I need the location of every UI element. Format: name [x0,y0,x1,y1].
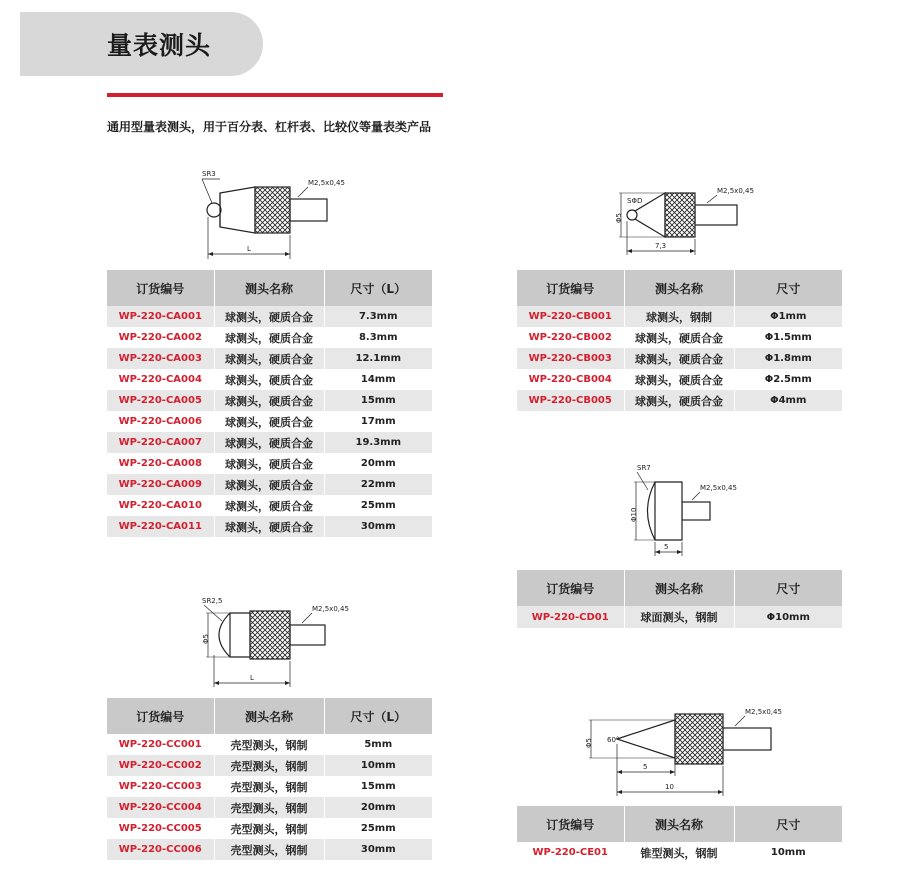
table-row [107,776,432,797]
header-name: 测头名称 [214,698,324,734]
probe-size: 25mm [324,495,432,516]
probe-size: 10mm [324,755,432,776]
probe-name: 壳型测头，钢制 [214,776,324,797]
order-code: WP-220-CB001 [517,306,624,327]
drawing-cc [190,595,360,690]
table-row [517,606,842,628]
order-code: WP-220-CB005 [517,390,624,411]
table-cb [517,270,842,411]
header-code: 订货编号 [517,806,624,842]
probe-size: 15mm [324,390,432,411]
cd-thread-label: M2,5x0,45 [700,484,737,492]
table-row [107,306,432,327]
order-code: WP-220-CC001 [107,734,214,755]
probe-size: 19.3mm [324,432,432,453]
order-code: WP-220-CA007 [107,432,214,453]
header-code: 订货编号 [107,270,214,306]
header-name: 测头名称 [624,270,734,306]
table-row [517,369,842,390]
table-row [107,839,432,860]
table-row [107,818,432,839]
header-name: 测头名称 [214,270,324,306]
table-row [107,369,432,390]
order-code: WP-220-CA010 [107,495,214,516]
probe-size: 8.3mm [324,327,432,348]
header-size: 尺寸（L） [324,270,432,306]
probe-name: 球测头，硬质合金 [214,327,324,348]
probe-size: 25mm [324,818,432,839]
probe-size: 10mm [734,842,842,863]
ce-dia-label: Φ5 [585,738,593,748]
table-row [107,327,432,348]
probe-size: 5mm [324,734,432,755]
probe-size: 12.1mm [324,348,432,369]
probe-size: Φ2.5mm [734,369,842,390]
table-row [107,474,432,495]
cd-dia-label: Φ10 [630,507,638,522]
order-code: WP-220-CA008 [107,453,214,474]
table-row [517,348,842,369]
table-row [107,390,432,411]
cb-thread-label: M2,5x0,45 [717,187,754,195]
table-row [107,734,432,755]
table-row [107,411,432,432]
probe-size: 20mm [324,453,432,474]
order-code: WP-220-CB004 [517,369,624,390]
cb-length-label: 7,3 [655,242,667,250]
header-size: 尺寸（L） [324,698,432,734]
probe-size: Φ1.5mm [734,327,842,348]
order-code: WP-220-CA006 [107,411,214,432]
cb-ball-label: SΦD [627,197,643,205]
probe-size: Φ1.8mm [734,348,842,369]
order-code: WP-220-CE01 [517,842,624,863]
table-row [107,755,432,776]
cc-radius-label: SR2,5 [202,597,223,605]
order-code: WP-220-CD01 [517,606,624,628]
ce-len1-label: 5 [643,763,648,771]
probe-name: 球测头，硬质合金 [214,474,324,495]
probe-size: 7.3mm [324,306,432,327]
table-row [107,797,432,818]
probe-size: 15mm [324,776,432,797]
order-code: WP-220-CC004 [107,797,214,818]
probe-size: 30mm [324,839,432,860]
header-name: 测头名称 [624,806,734,842]
order-code: WP-220-CA001 [107,306,214,327]
ce-angle-label: 60° [607,736,620,744]
table-ca [107,270,432,537]
table-row [107,432,432,453]
probe-name: 壳型测头，钢制 [214,839,324,860]
title-tab [20,12,263,76]
probe-name: 球测头，硬质合金 [214,348,324,369]
probe-size: 30mm [324,516,432,537]
probe-name: 球测头，硬质合金 [214,495,324,516]
probe-name: 球测头，硬质合金 [214,390,324,411]
ce-thread-label: M2,5x0,45 [745,708,782,716]
order-code: WP-220-CA011 [107,516,214,537]
order-code: WP-220-CA003 [107,348,214,369]
probe-size: 22mm [324,474,432,495]
header-name: 测头名称 [624,570,734,606]
drawing-ca [190,165,350,265]
probe-name: 壳型测头，钢制 [214,755,324,776]
title-underline [107,93,443,97]
ca-radius-label: SR3 [202,170,216,178]
probe-name: 壳型测头，钢制 [214,734,324,755]
table-row [517,390,842,411]
order-code: WP-220-CB003 [517,348,624,369]
order-code: WP-220-CA002 [107,327,214,348]
probe-size: 17mm [324,411,432,432]
ce-len2-label: 10 [665,783,674,791]
header-code: 订货编号 [517,270,624,306]
table-row [107,348,432,369]
drawing-cb [607,185,767,260]
probe-name: 球测头，硬质合金 [214,411,324,432]
probe-name: 球测头，硬质合金 [214,369,324,390]
probe-name: 球测头，硬质合金 [214,516,324,537]
probe-name: 球面测头，钢制 [624,606,734,628]
drawing-ce [575,700,795,798]
probe-name: 球测头，硬质合金 [624,390,734,411]
table-row [107,516,432,537]
page-subtitle: 通用型量表测头，用于百分表、杠杆表、比较仪等量表类产品 [107,120,432,134]
ca-length-label: L [247,245,251,253]
drawing-cd [620,462,750,557]
probe-name: 壳型测头，钢制 [214,818,324,839]
probe-name: 球测头，硬质合金 [624,369,734,390]
order-code: WP-220-CC005 [107,818,214,839]
probe-name: 球测头，硬质合金 [214,306,324,327]
order-code: WP-220-CC003 [107,776,214,797]
header-size: 尺寸 [734,806,842,842]
order-code: WP-220-CC006 [107,839,214,860]
header-code: 订货编号 [107,698,214,734]
header-size: 尺寸 [734,270,842,306]
probe-name: 球测头，硬质合金 [624,348,734,369]
probe-name: 锥型测头，钢制 [624,842,734,863]
header-size: 尺寸 [734,570,842,606]
cc-length-label: L [250,674,254,682]
probe-size: Φ1mm [734,306,842,327]
probe-size: 20mm [324,797,432,818]
ca-thread-label: M2,5x0,45 [308,179,345,187]
table-row [517,327,842,348]
table-ce [517,806,842,863]
cb-dia-label: Φ5 [615,213,623,223]
probe-name: 球测头，钢制 [624,306,734,327]
table-cc [107,698,432,860]
probe-name: 球测头，硬质合金 [214,453,324,474]
probe-name: 壳型测头，钢制 [214,797,324,818]
order-code: WP-220-CA009 [107,474,214,495]
cd-radius-label: SR7 [637,464,651,472]
cc-dia-label: Φ5 [202,634,210,644]
order-code: WP-220-CA004 [107,369,214,390]
table-cd [517,570,842,628]
page-title: 量表测头 [107,31,212,60]
probe-size: Φ4mm [734,390,842,411]
probe-size: 14mm [324,369,432,390]
table-row [517,306,842,327]
table-row [517,842,842,863]
probe-name: 球测头，硬质合金 [624,327,734,348]
order-code: WP-220-CA005 [107,390,214,411]
probe-size: Φ10mm [734,606,842,628]
cc-thread-label: M2,5x0,45 [312,605,349,613]
table-row [107,495,432,516]
table-row [107,453,432,474]
cd-length-label: 5 [664,543,669,551]
order-code: WP-220-CB002 [517,327,624,348]
order-code: WP-220-CC002 [107,755,214,776]
probe-name: 球测头，硬质合金 [214,432,324,453]
header-code: 订货编号 [517,570,624,606]
